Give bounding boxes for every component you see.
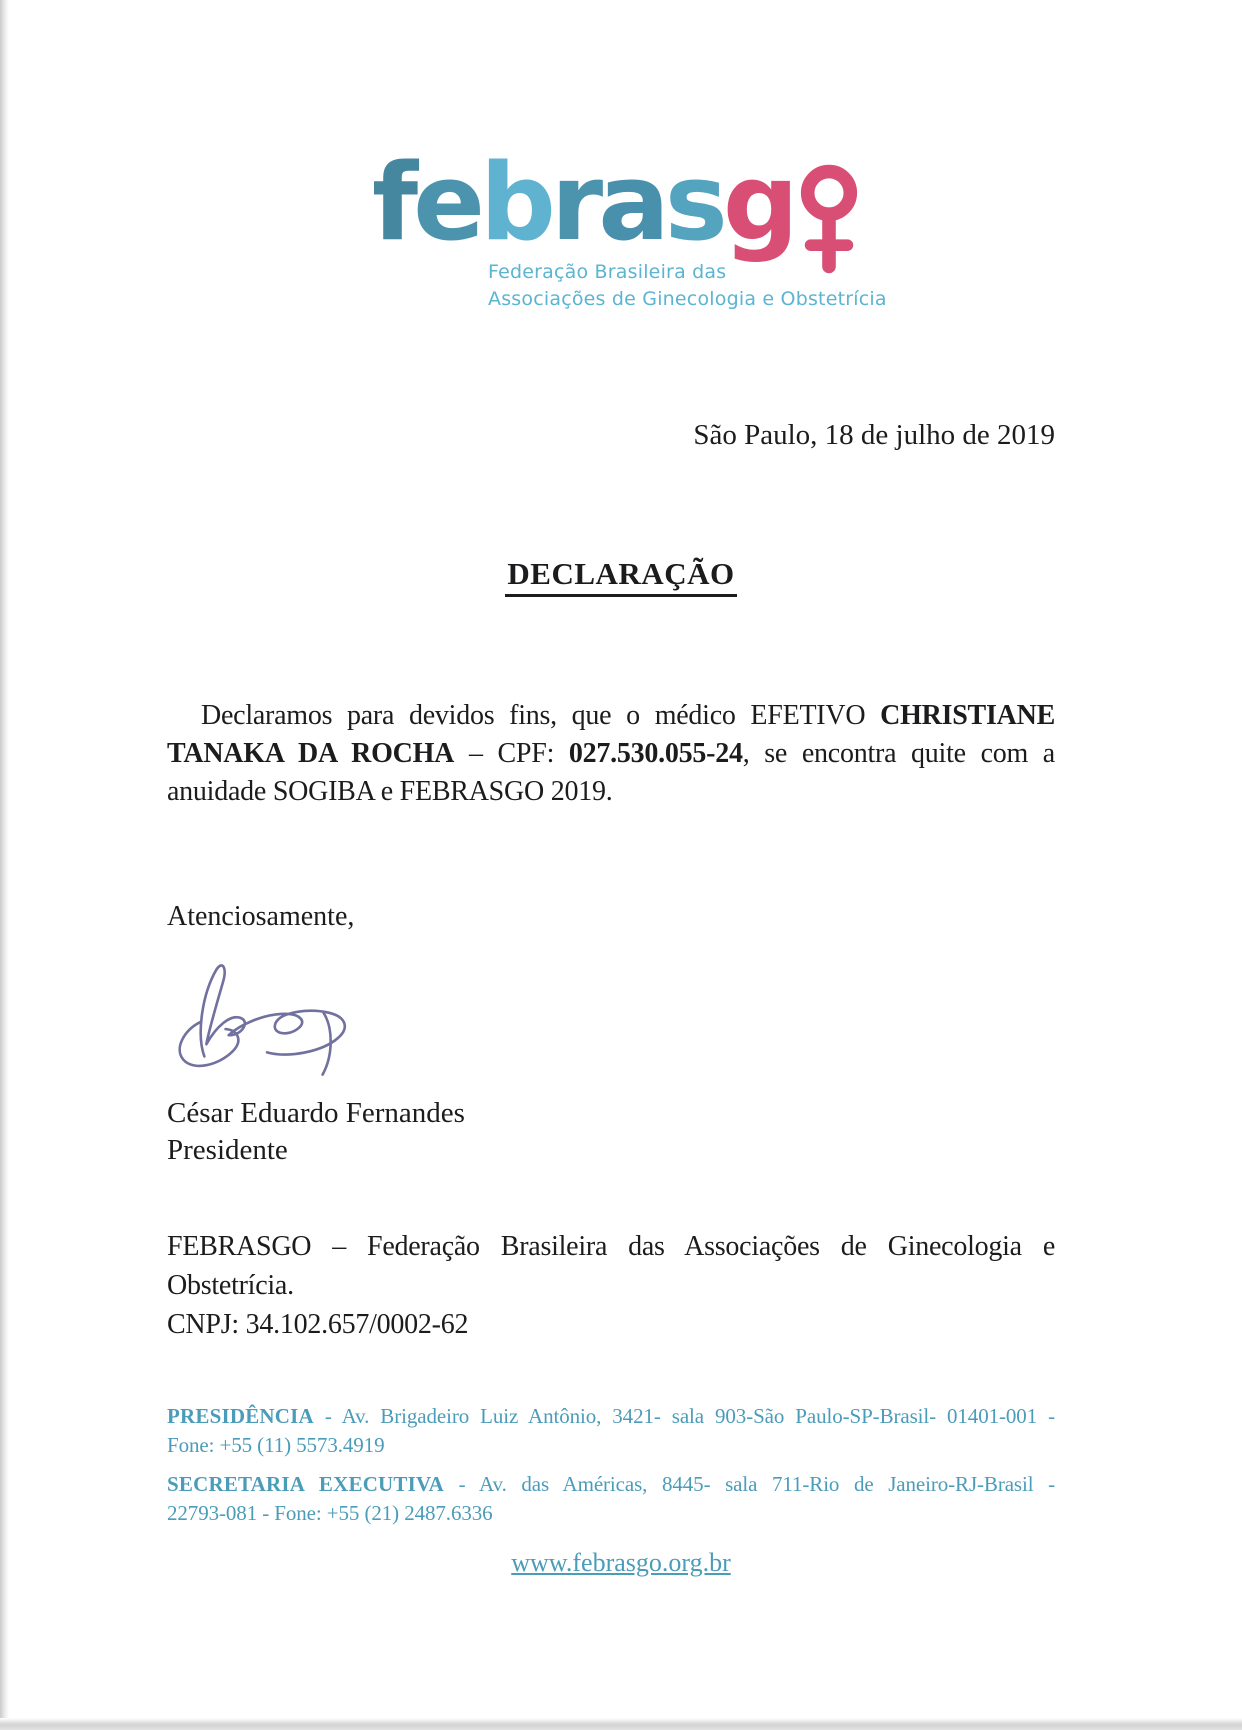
- org-name-line2: Obstetrícia.: [167, 1270, 294, 1301]
- footer-presidency-line2: Fone: +55 (11) 5573.4919: [167, 1433, 385, 1457]
- footer-presidency-line1: PRESIDÊNCIA - Av. Brigadeiro Luiz Antônio, 3421- sala 903-São Paulo-SP-Brasil- 01401-001 -: [167, 1404, 1055, 1428]
- footer-secretariat-line1: SECRETARIA EXECUTIVA - Av. das Américas, 8445- sala 711-Rio de Janeiro-RJ-Brasil -: [167, 1472, 1056, 1496]
- website-link[interactable]: www.febrasgo.org.br: [511, 1548, 731, 1577]
- closing-salutation: Atenciosamente,: [167, 901, 355, 932]
- signer-name: César Eduardo Fernandes: [167, 1097, 465, 1129]
- body-line-1: Declaramos para devidos fins, que o médico EFETIVO CHRISTIANE: [201, 700, 1055, 731]
- member-name-part2: TANAKA DA ROCHA: [167, 738, 455, 769]
- body-line-2: TANAKA DA ROCHA – CPF: 027.530.055-24, se encontra quite com a: [167, 738, 1055, 769]
- org-cnpj: CNPJ: 34.102.657/0002-62: [167, 1309, 469, 1340]
- body-line-3: anuidade SOGIBA e FEBRASGO 2019.: [167, 776, 613, 807]
- org-name-line1: FEBRASGO – Federação Brasileira das Associações de Ginecologia e: [167, 1231, 1055, 1262]
- date-line: São Paulo, 18 de julho de 2019: [693, 419, 1055, 451]
- website-link-row: [0, 1548, 1242, 1578]
- wordmark-letters: febrasg: [372, 141, 794, 264]
- signature-block: [167, 1095, 1055, 1169]
- footer-secretariat-label: SECRETARIA EXECUTIVA: [167, 1472, 445, 1496]
- logo-tagline-line1: Federação Brasileira das: [488, 261, 727, 283]
- footer-presidency-label: PRESIDÊNCIA: [167, 1404, 314, 1428]
- footer-secretariat-line2: 22793-081 - Fone: +55 (21) 2487.6336: [167, 1501, 493, 1525]
- document-title: [0, 556, 1242, 597]
- member-name-part1: CHRISTIANE: [880, 700, 1055, 731]
- signature-image: [170, 958, 362, 1082]
- org-block: [167, 1227, 1055, 1344]
- footer-secretariat: [167, 1470, 1055, 1528]
- document-title-text: DECLARAÇÃO: [505, 556, 736, 597]
- footer-presidency: [167, 1402, 1055, 1460]
- logo-tagline-line2: Associações de Ginecologia e Obstetrícia: [488, 288, 887, 310]
- signer-role: Presidente: [167, 1134, 288, 1166]
- body-paragraph: [167, 697, 1055, 811]
- page-bottom-edge: [0, 1718, 1242, 1730]
- member-cpf: 027.530.055-24: [568, 738, 743, 769]
- page-left-edge: [0, 0, 9, 1730]
- logo-tagline: [488, 259, 887, 313]
